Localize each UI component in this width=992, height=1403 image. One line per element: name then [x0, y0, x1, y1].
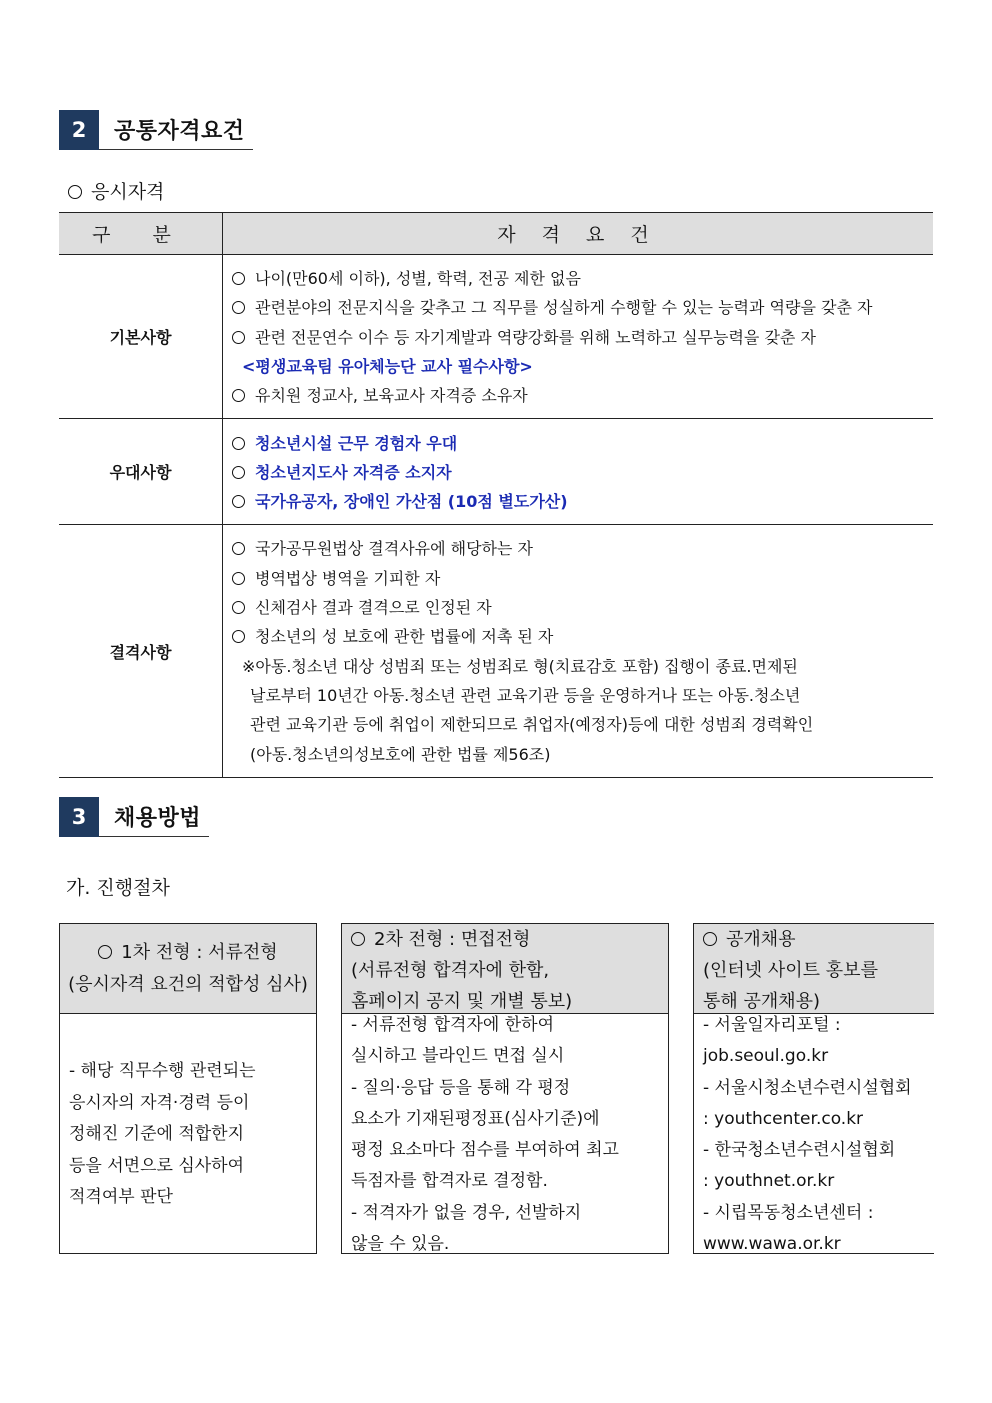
- process-box-header: 공개채용 (인터넷 사이트 홍보를 통해 공개채용): [694, 924, 934, 1014]
- qualification-table: [59, 212, 933, 778]
- process-box-body: - 서울일자리포털 : job.seoul.go.kr - 서울시청소년수련시설협회 : youthcenter.co.kr - 한국청소년수련시설협회 : youthnet.or.kr - 시립목동청소년센터 : www.wawa.or.kr: [694, 1010, 934, 1260]
- link-wawa: www.wawa.or.kr: [703, 1234, 841, 1255]
- circle-bullet-icon: [232, 630, 245, 643]
- process-box-public-recruitment: [693, 923, 934, 1254]
- circle-bullet-icon: [351, 932, 365, 946]
- process-box-document-screening: [59, 923, 317, 1254]
- category-label: 기본사항: [59, 255, 223, 419]
- section-title: 채용방법: [99, 797, 209, 837]
- process-box-header: 1차 전형 : 서류전형 (응시자격 요건의 적합성 심사): [60, 924, 316, 1014]
- circle-bullet-icon: [232, 542, 245, 555]
- table-row-disqualified: [59, 525, 933, 777]
- highlight-note: <평생교육팀 유아체능단 교사 필수사항>: [242, 356, 533, 376]
- requirement-list: [223, 419, 934, 525]
- category-label: 우대사항: [59, 419, 223, 525]
- list-item: 병역법상 병역을 기피한 자: [232, 564, 933, 593]
- table-row-basic: [59, 255, 933, 419]
- section-number: 2: [59, 110, 99, 150]
- category-label: 결격사항: [59, 525, 223, 777]
- note-line: 날로부터 10년간 아동.청소년 관련 교육기관 등을 운영하거나 또는 아동.청소년: [250, 685, 801, 705]
- section-heading-hiring-method: [59, 797, 226, 837]
- circle-bullet-icon: [232, 272, 245, 285]
- list-item: 청소년시설 근무 경험자 우대: [232, 429, 933, 458]
- circle-bullet-icon: [98, 945, 112, 959]
- circle-bullet-icon: [232, 301, 245, 314]
- note-line: ※아동.청소년 대상 성범죄 또는 성범죄로 형(치료감호 포함) 집행이 종료.면제된: [242, 656, 798, 676]
- circle-bullet-icon: [232, 331, 245, 344]
- list-item: 청소년지도사 자격증 소지자: [232, 458, 933, 487]
- list-item: 관련 전문연수 이수 등 자기계발과 역량강화를 위해 노력하고 실무능력을 갖춘 자: [232, 323, 933, 352]
- process-box-header: 2차 전형 : 면접전형 (서류전형 합격자에 한함, 홈페이지 공지 및 개별 통보): [342, 924, 668, 1014]
- table-row-preferred: [59, 419, 933, 525]
- circle-bullet-icon: [232, 601, 245, 614]
- requirement-list: [223, 525, 934, 777]
- circle-bullet-icon: [232, 572, 245, 585]
- link-job-seoul: job.seoul.go.kr: [703, 1046, 829, 1067]
- note-line: 관련 교육기관 등에 취업이 제한되므로 취업자(예정자)등에 대한 성범죄 경력확인: [250, 715, 814, 735]
- requirement-list: [223, 255, 934, 419]
- circle-bullet-icon: [232, 495, 245, 508]
- note-line: (아동.청소년의성보호에 관한 법률 제56조): [250, 744, 551, 764]
- list-item: 나이(만60세 이하), 성별, 학력, 전공 제한 없음: [232, 264, 933, 293]
- circle-bullet-icon: [232, 437, 245, 450]
- list-item: 유치원 정교사, 보육교사 자격증 소유자: [232, 381, 933, 410]
- link-youthnet: : youthnet.or.kr: [703, 1171, 835, 1192]
- circle-bullet-icon: [68, 185, 82, 199]
- process-box-body: - 해당 직무수행 관련되는 응시자의 자격·경력 등이 정해진 기준에 적합한지 등을 서면으로 심사하여 적격여부 판단: [69, 1061, 256, 1207]
- column-header-requirements: 자 격 요 건: [223, 213, 934, 255]
- circle-bullet-icon: [232, 389, 245, 402]
- list-item: 국가유공자, 장애인 가산점 (10점 별도가산): [232, 487, 933, 516]
- process-box-body: - 서류전형 합격자에 한하여 실시하고 블라인드 면접 실시 - 질의·응답 등을 통해 각 평정 요소가 기재된평정표(심사기준)에 평정 요소마다 점수를 부여하여 최고 득점자를 합격자로 결정함. - 적격자가 없을 경우, 선발하지 않을 수 있음.: [351, 1015, 619, 1255]
- list-item: 국가공무원법상 결격사유에 해당하는 자: [232, 534, 933, 563]
- circle-bullet-icon: [232, 466, 245, 479]
- circle-bullet-icon: [703, 932, 717, 946]
- list-item: 신체검사 결과 결격으로 인정된 자: [232, 593, 933, 622]
- section-title: 공통자격요건: [99, 110, 253, 150]
- section-number: 3: [59, 797, 99, 837]
- list-item: 관련분야의 전문지식을 갖추고 그 직무를 성실하게 수행할 수 있는 능력과 역량을 갖춘 자: [232, 293, 933, 322]
- column-header-category: 구 분: [59, 213, 223, 255]
- table-header-row: [59, 213, 933, 255]
- link-youthcenter: : youthcenter.co.kr: [703, 1108, 864, 1129]
- subsection-title-procedure: 가. 진행절차: [66, 877, 170, 899]
- list-item: 청소년의 성 보호에 관한 법률에 저촉 된 자: [232, 622, 933, 651]
- section-heading-qualifications: [59, 110, 278, 150]
- subsection-title-eligibility: 응시자격: [68, 177, 164, 204]
- process-box-interview: [341, 923, 669, 1254]
